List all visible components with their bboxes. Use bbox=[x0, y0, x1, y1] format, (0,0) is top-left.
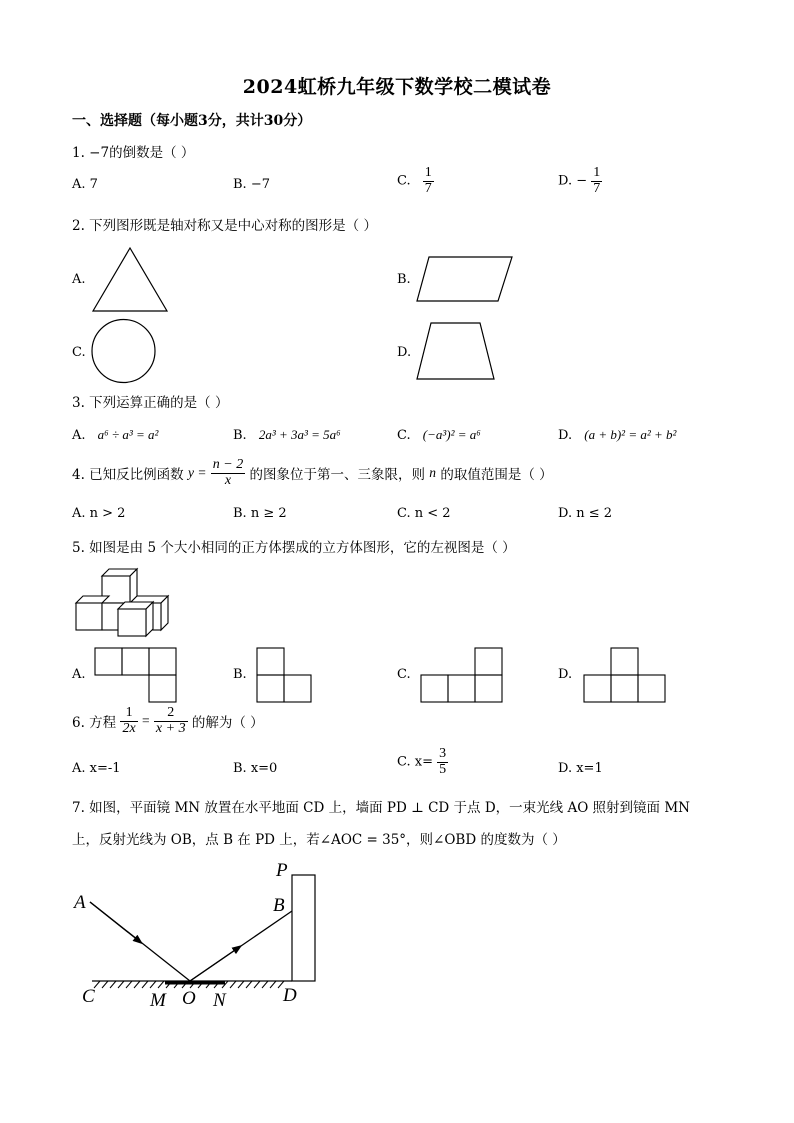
q3-option-d bbox=[558, 427, 676, 443]
view-option-b-figure bbox=[256, 647, 314, 703]
label-d: D bbox=[283, 985, 297, 1006]
q3-option-d-label: D. bbox=[558, 428, 573, 443]
q6-option-c bbox=[397, 747, 448, 777]
circle-figure bbox=[90, 319, 160, 385]
fraction-denominator: x + 3 bbox=[155, 720, 186, 736]
question-7-line-2: 上，反射光线为 OB，点 B 在 PD 上，若∠AOC = 35°，则∠OBD 的度数为（ ） bbox=[72, 832, 566, 848]
q2-option-a-label: A. bbox=[72, 272, 86, 287]
q4-stem-middle: 的图象位于第一、三象限，则 bbox=[249, 467, 425, 484]
fraction-numerator: 2 bbox=[154, 706, 188, 722]
q3-option-b-label: B. bbox=[233, 428, 247, 443]
view-option-c-figure bbox=[420, 647, 506, 703]
q3-option-c-label: C. bbox=[397, 428, 411, 443]
q4-stem-suffix: 的取值范围是（ ） bbox=[440, 467, 553, 484]
q3-option-b bbox=[233, 427, 341, 443]
q5-option-a-label: A. bbox=[72, 667, 86, 682]
section-heading: 一、选择题（每小题3分，共计30分） bbox=[72, 113, 312, 129]
q3-option-a bbox=[72, 427, 158, 443]
q5-option-c-label: C. bbox=[397, 667, 411, 682]
q1-option-c-fraction bbox=[423, 166, 434, 196]
q3-option-a-expression: a⁶ ÷ a³ = a² bbox=[97, 427, 159, 442]
q2-option-c-label: C. bbox=[72, 345, 86, 360]
q6-option-c-label: C. x= bbox=[397, 754, 433, 770]
q3-option-b-expression: 2a³ + 3a³ = 5a⁶ bbox=[258, 427, 341, 442]
view-option-d-figure bbox=[583, 647, 669, 703]
fraction-denominator: 2x bbox=[122, 720, 136, 736]
fraction-denominator: x bbox=[224, 472, 232, 488]
mirror-reflection-figure bbox=[70, 858, 340, 1018]
q6-equals-sign: = bbox=[141, 713, 150, 729]
label-n: N bbox=[213, 990, 226, 1011]
trapezoid-figure bbox=[415, 320, 497, 382]
q5-option-d-label: D. bbox=[558, 667, 573, 682]
label-a: A bbox=[74, 892, 86, 913]
q6-right-fraction bbox=[154, 706, 188, 736]
question-6-stem bbox=[72, 706, 264, 736]
q3-option-c bbox=[397, 427, 481, 443]
q4-option-d: D. n ≤ 2 bbox=[558, 506, 613, 521]
q4-option-a: A. n > 2 bbox=[72, 506, 126, 521]
view-option-a-figure bbox=[94, 647, 180, 703]
q4-option-b: B. n ≥ 2 bbox=[233, 506, 287, 521]
q1-option-d-label: D. − bbox=[558, 173, 588, 189]
q1-option-c bbox=[397, 166, 434, 196]
q5-option-b-label: B. bbox=[233, 667, 247, 682]
q3-option-a-label: A. bbox=[72, 428, 86, 443]
q6-option-c-fraction bbox=[437, 747, 448, 777]
q2-option-d-label: D. bbox=[397, 345, 412, 360]
label-m: M bbox=[150, 990, 166, 1011]
question-5-stem: 5. 如图是由 5 个大小相同的正方体摆成的立方体图形，它的左视图是（ ） bbox=[72, 540, 516, 556]
q1-option-b: B. −7 bbox=[233, 177, 270, 192]
fraction-numerator: 1 bbox=[120, 706, 137, 722]
fraction-numerator: n − 2 bbox=[212, 457, 244, 472]
triangle-figure bbox=[90, 245, 170, 315]
parallelogram-figure bbox=[415, 255, 515, 305]
q1-option-d bbox=[558, 166, 602, 196]
label-p: P bbox=[276, 860, 288, 881]
q6-option-a: A. x=-1 bbox=[72, 761, 121, 776]
page-title: 2024虹桥九年级下数学校二模试卷 bbox=[242, 76, 552, 98]
q4-option-c: C. n < 2 bbox=[397, 506, 451, 521]
fraction-denominator: 7 bbox=[424, 180, 432, 196]
q4-function-fraction bbox=[211, 458, 245, 488]
question-3-stem: 3. 下列运算正确的是（ ） bbox=[72, 395, 229, 411]
fraction-numerator: 1 bbox=[424, 165, 432, 180]
fraction-denominator: 5 bbox=[439, 761, 447, 777]
q6-stem-prefix: 6. 方程 bbox=[72, 715, 117, 732]
label-o: O bbox=[182, 988, 196, 1009]
question-7-line-1: 7. 如图，平面镜 MN 放置在水平地面 CD 上，墙面 PD ⊥ CD 于点 D，一束光线 AO 照射到镜面 MN bbox=[72, 800, 690, 816]
q1-option-c-label: C. bbox=[397, 173, 411, 189]
question-2-stem: 2. 下列图形既是轴对称又是中心对称的图形是（ ） bbox=[72, 218, 377, 234]
question-4-stem bbox=[72, 458, 553, 488]
q2-option-b-label: B. bbox=[397, 272, 411, 287]
q6-option-d: D. x=1 bbox=[558, 761, 603, 776]
q6-left-fraction bbox=[120, 706, 137, 736]
q1-option-a: A. 7 bbox=[72, 177, 98, 192]
q1-option-d-fraction bbox=[591, 166, 602, 196]
q4-function-lhs: y = bbox=[187, 465, 207, 481]
q4-variable-n: n bbox=[429, 465, 437, 481]
label-b: B bbox=[273, 895, 285, 916]
q3-option-c-expression: (−a³)² = a⁶ bbox=[422, 427, 481, 442]
cube-stack-figure bbox=[74, 568, 174, 638]
q6-stem-suffix: 的解为（ ） bbox=[191, 715, 264, 732]
fraction-numerator: 1 bbox=[593, 165, 601, 180]
label-c: C bbox=[82, 986, 95, 1007]
fraction-denominator: 7 bbox=[593, 180, 601, 196]
q6-option-b: B. x=0 bbox=[233, 761, 278, 776]
q4-stem-prefix: 4. 已知反比例函数 bbox=[72, 467, 184, 484]
fraction-numerator: 3 bbox=[439, 746, 447, 761]
q3-option-d-expression: (a + b)² = a² + b² bbox=[584, 427, 677, 442]
question-1-stem: 1. −7的倒数是（ ） bbox=[72, 145, 195, 161]
